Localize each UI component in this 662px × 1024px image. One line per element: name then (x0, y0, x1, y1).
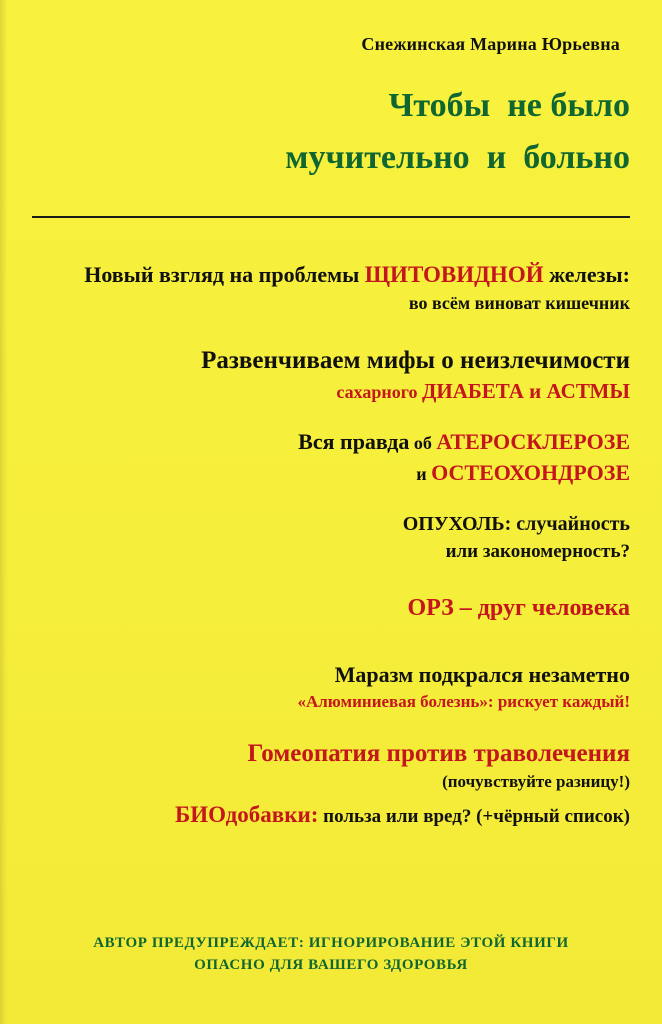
author-warning (0, 932, 662, 976)
topic-diabetes (201, 344, 630, 407)
topic-diabetes-pre: сахарного (336, 382, 422, 402)
topic-supplements (175, 800, 630, 833)
title-line-2: мучительно и больно (285, 139, 630, 176)
topic-supplements-accent: БИОдобавки: (174, 802, 319, 827)
topic-thyroid-accent: ЩИТОВИДНОЙ (364, 262, 544, 287)
topic-supplements-rest: польза или вред? (+чёрный список) (318, 806, 630, 827)
topic-thyroid (84, 260, 630, 316)
topic-orz: ОРЗ – друг человека (407, 595, 630, 621)
topic-atherosclerosis-line-1 (298, 428, 630, 459)
topic-osteochondrosis-accent: ОСТЕОХОНДРОЗЕ (431, 460, 630, 485)
topic-marasmus-line-1: Маразм подкрался незаметно (334, 662, 630, 687)
topic-atherosclerosis-line-2 (298, 459, 630, 490)
topic-thyroid-headline (84, 260, 630, 290)
author-warning-line-2: ОПАСНО ДЛЯ ВАШЕГО ЗДОРОВЬЯ (194, 957, 468, 973)
topic-marasmus-line-2: «Алюминиевая болезнь»: рискует каждый! (297, 692, 630, 711)
topic-thyroid-sub: во всём виноват кишечник (408, 293, 630, 313)
topic-atherosclerosis-pre: Вся правда (298, 429, 410, 454)
topic-thyroid-post: железы: (543, 262, 630, 287)
topic-homeopathy-line-2: (почувствуйте разницу!) (442, 772, 630, 791)
topic-osteochondrosis-pre: и (416, 464, 432, 484)
title-divider (32, 216, 630, 218)
topic-tumor (403, 510, 630, 566)
topic-tumor-line-1: ОПУХОЛЬ: случайность (402, 513, 630, 535)
topic-diabetes-headline: Развенчиваем мифы о неизлечимости (201, 347, 630, 374)
topic-atherosclerosis-mid: об (409, 433, 437, 453)
author-warning-line-1: АВТОР ПРЕДУПРЕЖДАЕТ: ИГНОРИРОВАНИЕ ЭТОЙ КНИГИ (93, 935, 569, 951)
topic-diabetes-accent: ДИАБЕТА и АСТМЫ (421, 379, 630, 403)
book-title (285, 80, 630, 184)
topic-diabetes-sub (201, 378, 630, 407)
topic-atherosclerosis (298, 428, 630, 490)
topic-homeopathy (247, 738, 630, 794)
topic-atherosclerosis-accent: АТЕРОСКЛЕРОЗЕ (436, 429, 630, 454)
topic-tumor-line-2: или закономерность? (445, 541, 630, 562)
topic-thyroid-pre: Новый взгляд на проблемы (84, 262, 365, 287)
cover-edge-shadow (0, 0, 8, 1024)
topic-marasmus (297, 660, 630, 714)
author-name: Снежинская Марина Юрьевна (361, 34, 620, 54)
topic-homeopathy-line-1: Гомеопатия против траволечения (247, 740, 630, 767)
title-line-1: Чтобы не было (388, 87, 630, 124)
